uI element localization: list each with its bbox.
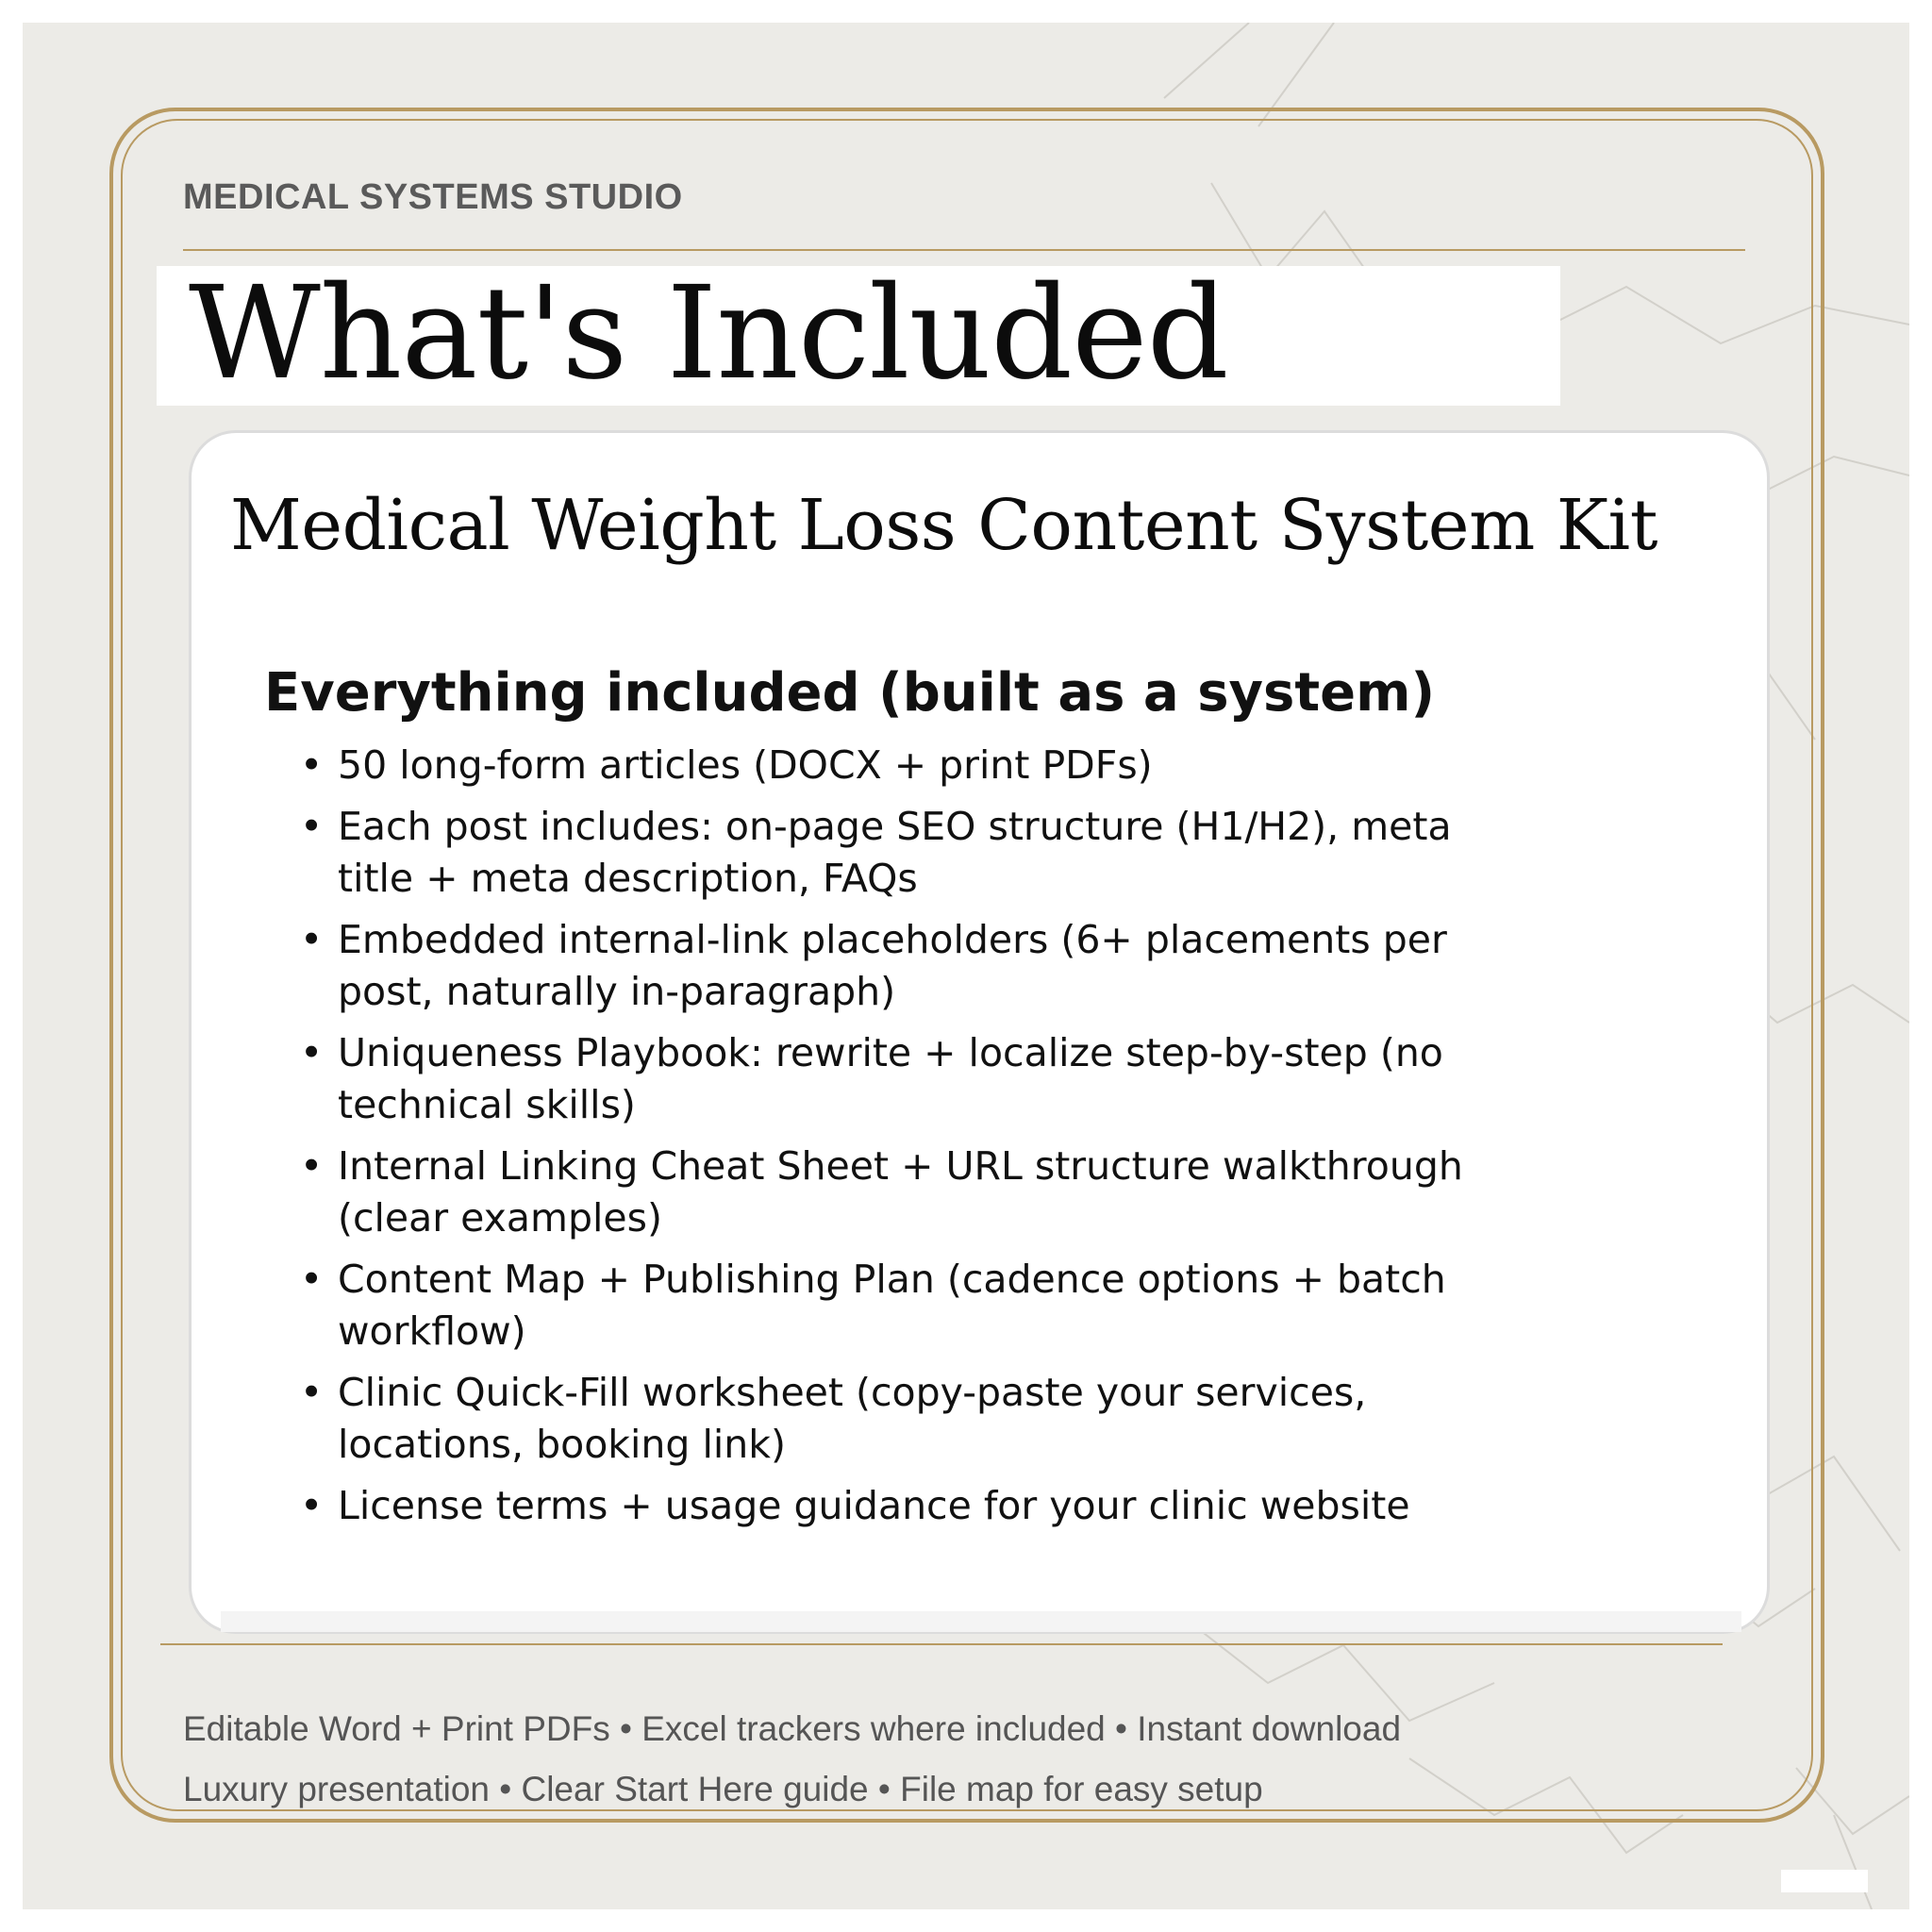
list-item: • Embedded internal-link placeholders (6+ placements per post, naturally in-paragraph): [264, 914, 1519, 1018]
header-divider: [183, 249, 1745, 251]
brand-name: MEDICAL SYSTEMS STUDIO: [183, 177, 683, 217]
list-item: • Internal Linking Cheat Sheet + URL structure walkthrough (clear examples): [264, 1141, 1519, 1244]
footer-features-line-2: Luxury presentation • Clear Start Here guide • File map for easy setup: [183, 1770, 1263, 1808]
list-item: • License terms + usage guidance for your clinic website: [264, 1480, 1519, 1532]
section-heading: Everything included (built as a system): [264, 662, 1436, 724]
footer-features-line-1: Editable Word + Print PDFs • Excel trackers where included • Instant download: [183, 1709, 1402, 1748]
list-item: • Content Map + Publishing Plan (cadence options + batch workflow): [264, 1254, 1519, 1357]
product-page: [23, 23, 1909, 1909]
card-shadow: [221, 1611, 1741, 1632]
list-item: • Each post includes: on-page SEO structure (H1/H2), meta title + meta description, FAQs: [264, 801, 1519, 905]
corner-mark: [1781, 1870, 1868, 1892]
footer-divider: [160, 1643, 1723, 1645]
list-item: • Uniqueness Playbook: rewrite + localize step-by-step (no technical skills): [264, 1027, 1519, 1131]
included-items-list: [264, 740, 1519, 1541]
kit-title: Medical Weight Loss Content System Kit: [230, 485, 1657, 566]
list-item: • 50 long-form articles (DOCX + print PDFs): [264, 740, 1519, 791]
list-item: • Clinic Quick-Fill worksheet (copy-paste your services, locations, booking link): [264, 1367, 1519, 1471]
page-title: What's Included: [189, 259, 1228, 408]
